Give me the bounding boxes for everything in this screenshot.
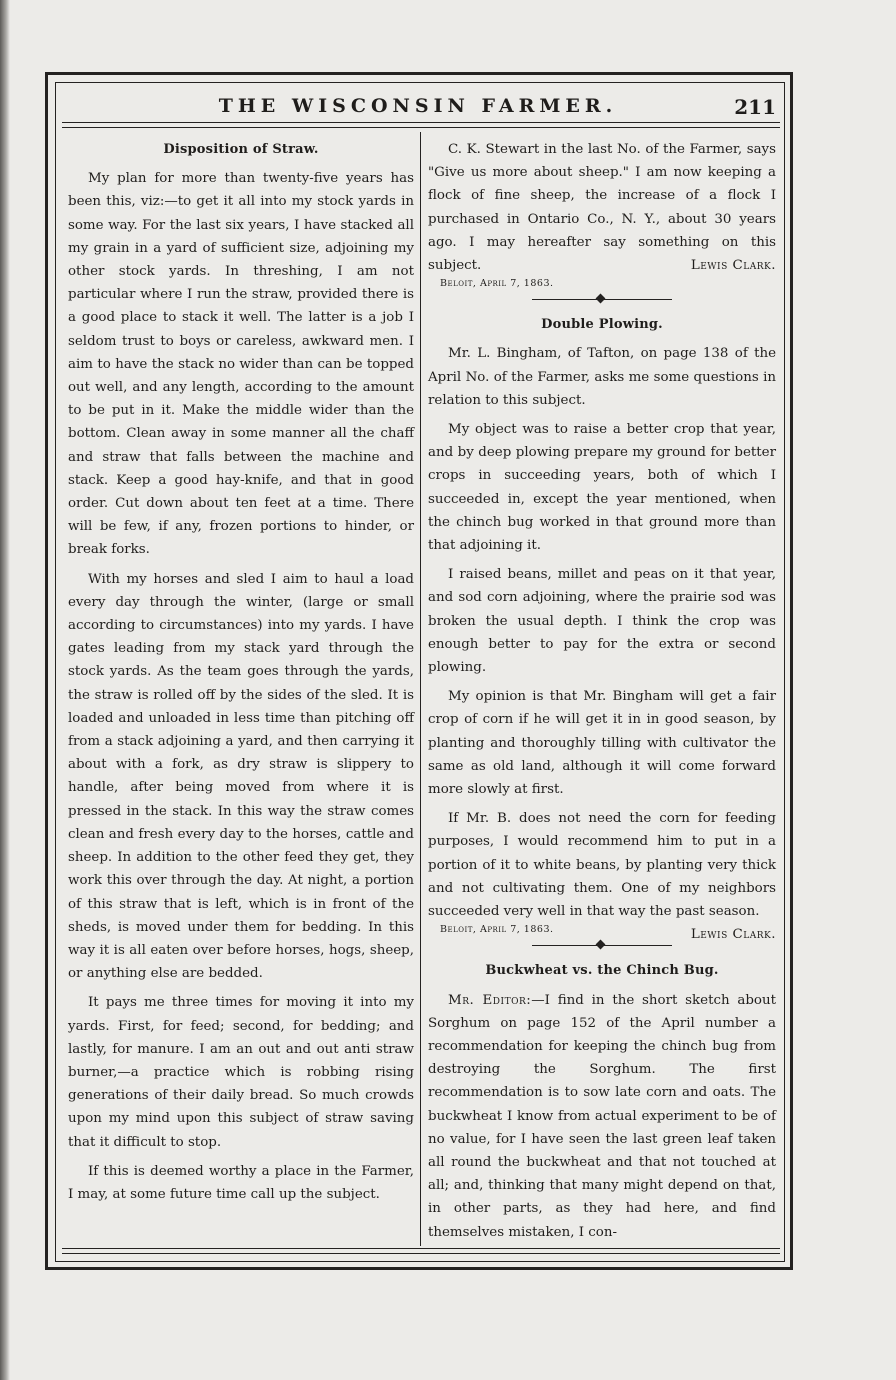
signature: Lewis Clark. bbox=[690, 258, 776, 274]
paragraph: With my horses and sled I aim to haul a load every day through the winter, (large or small according to circumstances) into my yards. I have gates leading from my stack yard through the stock yards. As the team goes through the yards, the straw is rolled off by the sides of the sled. It is loaded and unloaded in less time than pitching off from a stack adjoining a yard, and then carrying it about with a fork, as dry straw is slippery to handle, after being moved from where it is pressed in the stack. In this way the straw comes clean and fresh every day to the horses, cattle and sheep. In addition to the other feed they get, they work this over through the day. At night, a portion of this straw that is left, which is in front of the sheds, is moved under them for bedding. In this way it is all eaten over before horses, hogs, sheep, or anything else are bedded. bbox=[68, 571, 414, 982]
journal-title: THE WISCONSIN FARMER. bbox=[218, 95, 618, 117]
paragraph-text: If Mr. B. does not need the corn for feeding purposes, I would recommend him to put in a portion of it to white beans, by planting very thick and not cultivating them. One of my neighbors succeeded very well in that way the past season. bbox=[428, 811, 776, 920]
column-divider bbox=[420, 132, 421, 1246]
page-edge-shadow bbox=[0, 0, 10, 1380]
dateline: Beloit, April 7, 1863. bbox=[440, 924, 554, 936]
section-separator bbox=[532, 941, 672, 949]
paragraph: If this is deemed worthy a place in the Farmer, I may, at some future time call up the subject. bbox=[68, 1163, 414, 1202]
paragraph-text: C. K. Stewart in the last No. of the Farmer, says "Give us more about sheep." I am now keeping a flock of fine sheep, the increase of a flock I purchased in Ontario Co., N. Y., about 30 years ago. I may hereafter say something on this subject. bbox=[428, 142, 776, 274]
paragraph: My plan for more than twenty-five years has been this, viz:—to get it all into my stock yards in some way. For the last six years, I have stacked all my grain in a yard of sufficient size, adjoining my other stock yards. In threshing, I am not particular where I run the straw, provided there is a good place to stack it well. The latter is a job I seldom trust to boys or careless, awkward men. I aim to have the stack no wider than can be topped out well, and any length, according to the amount to be put in it. Make the middle wider than the bottom. Clean away in some manner all the chaff and straw that falls between the machine and stack. Keep a good hay-knife, and that in good order. Cut down about ten feet at a time. There will be few, if any, frozen portions to hinder, or break forks. bbox=[68, 171, 414, 558]
running-header bbox=[68, 95, 780, 119]
article-heading: Disposition of Straw. bbox=[163, 142, 319, 157]
article-heading: Buckwheat vs. the Chinch Bug. bbox=[485, 963, 719, 979]
right-column bbox=[428, 138, 776, 1250]
section-separator bbox=[532, 295, 672, 303]
paragraph: It pays me three times for moving it into my yards. First, for feed; second, for bedding; and lastly, for manure. I am an out and out anti straw burner,—a practice which is robbing rising generations of their daily bread. So much crowds upon my mind upon this subject of straw saving that it difficult to stop. bbox=[68, 995, 414, 1150]
dateline: Beloit, April 7, 1863. bbox=[440, 278, 554, 290]
page-number: 211 bbox=[734, 95, 776, 119]
paragraph: Mr. L. Bingham, of Tafton, on page 138 of the April No. of the Farmer, asks me some questions in relation to this subject. bbox=[428, 346, 776, 408]
left-column bbox=[68, 138, 414, 1212]
paragraph: I raised beans, millet and peas on it that year, and sod corn adjoining, where the prairie sod was broken the usual depth. I think the crop was enough better to pay for the extra or second plowing. bbox=[428, 567, 776, 676]
paragraph-text: —I find in the short sketch about Sorghum on page 152 of the April number a recommendation for keeping the chinch bug from destroying the Sorghum. The first recommendation is to sow late corn and oats. The buckwheat I know from actual experiment to be of no value, for I have seen the last green leaf taken all round the buckwheat and that not touched at all; and, thinking that many might depend on that, in other parts, as they had here, and find themselves mistaken, I con- bbox=[428, 992, 776, 1240]
signature: Lewis Clark. bbox=[690, 927, 776, 943]
paragraph: My object was to raise a better crop that year, and by deep plowing prepare my ground for better crops in succeeding years, both of which I succeeded in, except the year mentioned, when the chinch bug worked in that ground more than that adjoining it. bbox=[428, 422, 776, 554]
header-rule bbox=[62, 122, 780, 123]
paragraph bbox=[428, 989, 776, 1244]
article-heading: Double Plowing. bbox=[541, 317, 663, 333]
paragraph bbox=[428, 138, 776, 277]
header-rule bbox=[62, 127, 780, 128]
paragraph: My opinion is that Mr. Bingham will get a fair crop of corn if he will get it in in good season, by planting and thoroughly tilling with cultivator the same as old land, although it will come forward more slowly at first. bbox=[428, 689, 776, 798]
footer-rule bbox=[62, 1253, 780, 1254]
salutation: Mr. Editor: bbox=[448, 992, 532, 1008]
